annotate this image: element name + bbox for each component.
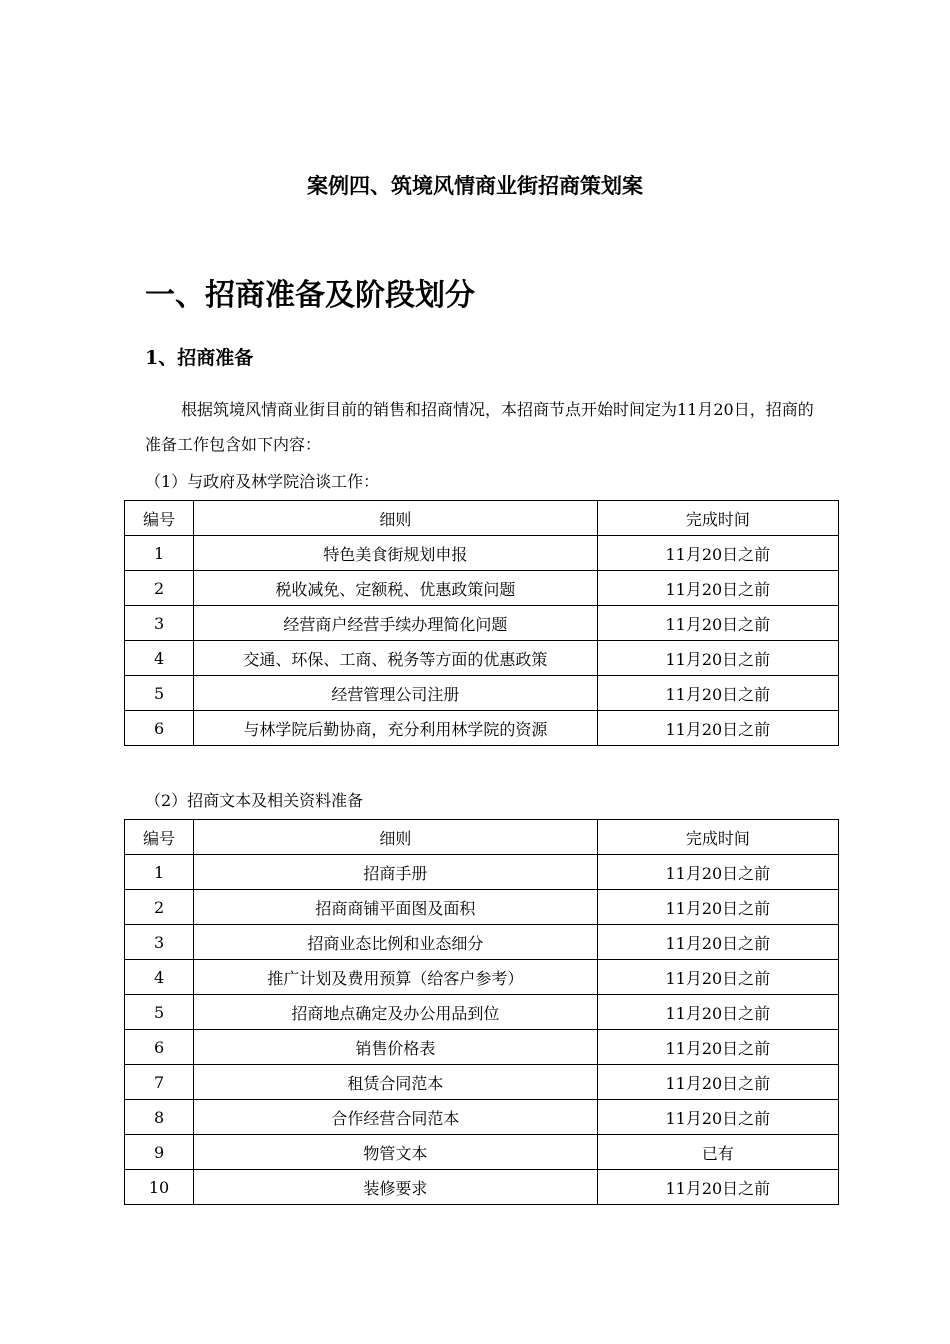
row-item: 推广计划及费用预算（给客户参考）	[194, 960, 598, 995]
row-number: 8	[125, 1100, 194, 1135]
government-negotiation-table	[124, 500, 839, 746]
row-number: 10	[125, 1170, 194, 1205]
table-row	[125, 571, 839, 606]
row-deadline: 11月20日之前	[597, 641, 838, 676]
row-number: 4	[125, 641, 194, 676]
table-row	[125, 1100, 839, 1135]
row-item: 招商业态比例和业态细分	[194, 925, 598, 960]
row-deadline: 11月20日之前	[597, 890, 838, 925]
row-deadline: 11月20日之前	[597, 1100, 838, 1135]
row-item: 合作经营合同范本	[194, 1100, 598, 1135]
row-item: 税收减免、定额税、优惠政策问题	[194, 571, 598, 606]
table-row	[125, 676, 839, 711]
table-row	[125, 606, 839, 641]
row-deadline: 11月20日之前	[597, 536, 838, 571]
row-deadline: 11月20日之前	[597, 711, 838, 746]
table-row	[125, 890, 839, 925]
subsection-heading: 1、招商准备	[145, 347, 254, 369]
table-row	[125, 960, 839, 995]
row-number: 5	[125, 995, 194, 1030]
row-deadline: 11月20日之前	[597, 1030, 838, 1065]
table-row	[125, 1170, 839, 1205]
table-row	[125, 1065, 839, 1100]
row-number: 6	[125, 1030, 194, 1065]
header-item: 细则	[194, 820, 598, 855]
row-deadline: 11月20日之前	[597, 960, 838, 995]
row-item: 交通、环保、工商、税务等方面的优惠政策	[194, 641, 598, 676]
section-heading: 一、招商准备及阶段划分	[145, 278, 475, 313]
row-item: 招商手册	[194, 855, 598, 890]
row-number: 9	[125, 1135, 194, 1170]
table-row	[125, 536, 839, 571]
table-row	[125, 995, 839, 1030]
header-number: 编号	[125, 820, 194, 855]
header-number: 编号	[125, 501, 194, 536]
table1-caption: （1）与政府及林学院洽谈工作：	[145, 472, 380, 491]
row-number: 2	[125, 571, 194, 606]
document-title: 案例四、筑境风情商业街招商策划案	[307, 173, 643, 198]
row-deadline: 11月20日之前	[597, 925, 838, 960]
row-deadline: 11月20日之前	[597, 571, 838, 606]
table-row	[125, 925, 839, 960]
row-item: 经营商户经营手续办理简化问题	[194, 606, 598, 641]
row-number: 7	[125, 1065, 194, 1100]
row-deadline: 11月20日之前	[597, 855, 838, 890]
header-item: 细则	[194, 501, 598, 536]
row-number: 4	[125, 960, 194, 995]
row-item: 特色美食街规划申报	[194, 536, 598, 571]
row-number: 2	[125, 890, 194, 925]
table2-caption: （2）招商文本及相关资料准备	[145, 791, 364, 810]
table-header-row	[125, 501, 839, 536]
row-number: 5	[125, 676, 194, 711]
row-item: 与林学院后勤协商，充分利用林学院的资源	[194, 711, 598, 746]
row-item: 物管文本	[194, 1135, 598, 1170]
row-deadline: 11月20日之前	[597, 606, 838, 641]
row-number: 6	[125, 711, 194, 746]
row-deadline: 已有	[597, 1135, 838, 1170]
row-deadline: 11月20日之前	[597, 676, 838, 711]
row-number: 3	[125, 925, 194, 960]
table-row	[125, 641, 839, 676]
row-item: 租赁合同范本	[194, 1065, 598, 1100]
header-deadline: 完成时间	[597, 501, 838, 536]
table-row	[125, 855, 839, 890]
row-item: 销售价格表	[194, 1030, 598, 1065]
row-item: 招商商铺平面图及面积	[194, 890, 598, 925]
row-deadline: 11月20日之前	[597, 1170, 838, 1205]
row-number: 1	[125, 536, 194, 571]
table-row	[125, 1030, 839, 1065]
table-row	[125, 711, 839, 746]
intro-paragraph: 根据筑境风情商业街目前的销售和招商情况，本招商节点开始时间定为11月20日，招商的准备工作包含如下内容：	[145, 400, 814, 454]
materials-preparation-table	[124, 819, 839, 1205]
row-number: 1	[125, 855, 194, 890]
table-header-row	[125, 820, 839, 855]
header-deadline: 完成时间	[597, 820, 838, 855]
row-item: 装修要求	[194, 1170, 598, 1205]
row-deadline: 11月20日之前	[597, 995, 838, 1030]
row-item: 招商地点确定及办公用品到位	[194, 995, 598, 1030]
row-deadline: 11月20日之前	[597, 1065, 838, 1100]
row-number: 3	[125, 606, 194, 641]
table-row	[125, 1135, 839, 1170]
row-item: 经营管理公司注册	[194, 676, 598, 711]
